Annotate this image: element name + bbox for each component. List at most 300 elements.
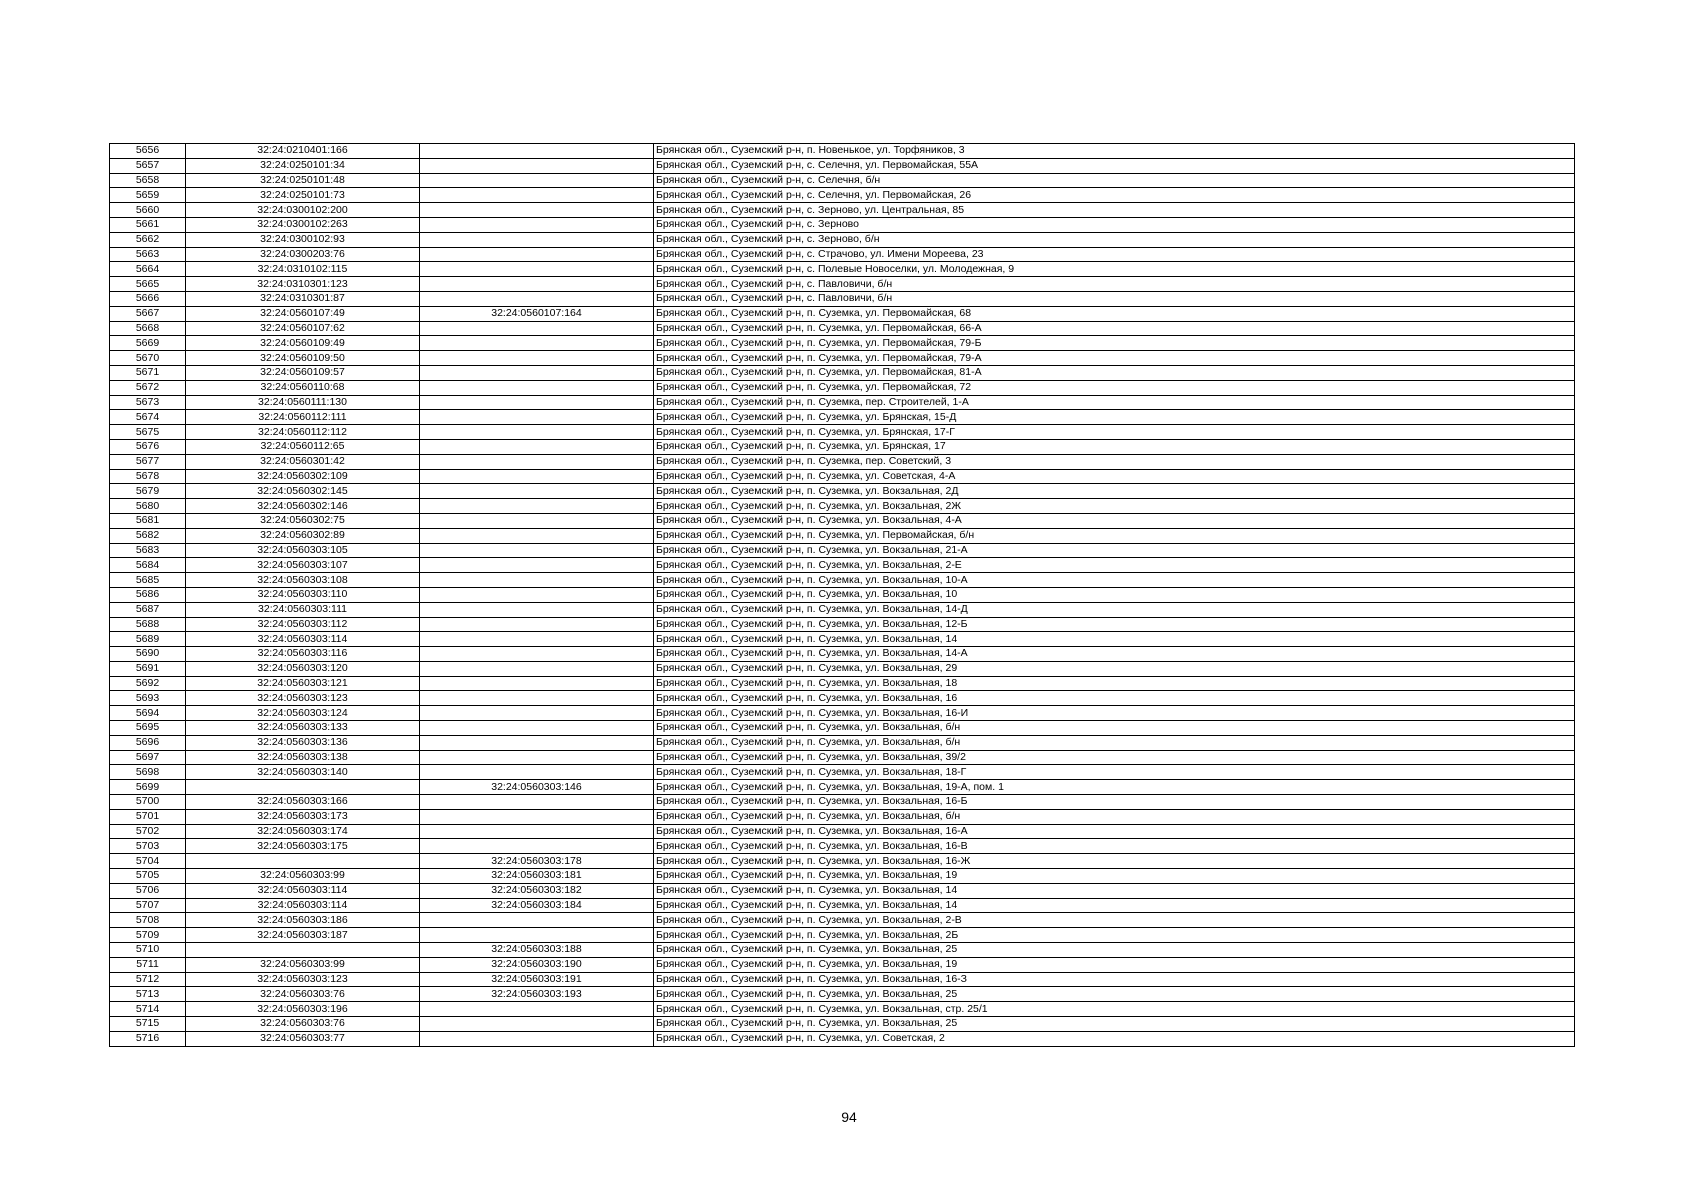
object-number-cell: 32:24:0560303:181: [420, 869, 654, 884]
object-number-cell: [420, 336, 654, 351]
address-cell: Брянская обл., Суземский р-н, п. Суземка, ул. Вокзальная, 18: [654, 676, 1575, 691]
row-number-cell: 5675: [110, 425, 186, 440]
address-cell: Брянская обл., Суземский р-н, п. Суземка, ул. Первомайская, 81-А: [654, 365, 1575, 380]
table-row: [110, 573, 1575, 588]
table-row: [110, 277, 1575, 292]
page-number: 94: [841, 1109, 857, 1125]
cadastral-number-cell: 32:24:0250101:73: [186, 188, 420, 203]
row-number-cell: 5697: [110, 750, 186, 765]
cadastral-number-cell: 32:24:0560303:136: [186, 735, 420, 750]
table-row: [110, 543, 1575, 558]
object-number-cell: [420, 425, 654, 440]
cadastral-number-cell: 32:24:0300102:93: [186, 232, 420, 247]
address-cell: Брянская обл., Суземский р-н, п. Суземка, ул. Вокзальная, 14-А: [654, 647, 1575, 662]
row-number-cell: 5687: [110, 602, 186, 617]
address-cell: Брянская обл., Суземский р-н, п. Суземка, ул. Вокзальная, 16-И: [654, 706, 1575, 721]
object-number-cell: [420, 217, 654, 232]
address-cell: Брянская обл., Суземский р-н, с. Селечня, б/н: [654, 173, 1575, 188]
address-cell: Брянская обл., Суземский р-н, с. Павловичи, б/н: [654, 291, 1575, 306]
table-row: [110, 735, 1575, 750]
object-number-cell: [420, 188, 654, 203]
address-cell: Брянская обл., Суземский р-н, п. Суземка, ул. Первомайская, б/н: [654, 528, 1575, 543]
address-cell: Брянская обл., Суземский р-н, п. Суземка, ул. Вокзальная, 2Ж: [654, 499, 1575, 514]
table-row: [110, 795, 1575, 810]
row-number-cell: 5677: [110, 454, 186, 469]
table-row: [110, 1017, 1575, 1032]
cadastral-number-cell: 32:24:0560109:50: [186, 351, 420, 366]
cadastral-number-cell: 32:24:0560303:110: [186, 587, 420, 602]
table-row: [110, 691, 1575, 706]
cadastral-number-cell: 32:24:0560303:99: [186, 957, 420, 972]
address-cell: Брянская обл., Суземский р-н, с. Зерново, б/н: [654, 232, 1575, 247]
table-row: [110, 869, 1575, 884]
table-row: [110, 632, 1575, 647]
cadastral-number-cell: 32:24:0560303:107: [186, 558, 420, 573]
table-row: [110, 913, 1575, 928]
address-cell: Брянская обл., Суземский р-н, с. Селечня, ул. Первомайская, 55А: [654, 158, 1575, 173]
object-number-cell: [420, 1031, 654, 1046]
row-number-cell: 5660: [110, 203, 186, 218]
object-number-cell: 32:24:0560303:191: [420, 972, 654, 987]
table-row: [110, 558, 1575, 573]
address-cell: Брянская обл., Суземский р-н, с. Павловичи, б/н: [654, 277, 1575, 292]
table-row: [110, 1031, 1575, 1046]
row-number-cell: 5682: [110, 528, 186, 543]
cadastral-number-cell: 32:24:0560303:175: [186, 839, 420, 854]
cadastral-number-cell: 32:24:0560303:123: [186, 691, 420, 706]
row-number-cell: 5669: [110, 336, 186, 351]
object-number-cell: [420, 602, 654, 617]
row-number-cell: 5708: [110, 913, 186, 928]
table-row: [110, 158, 1575, 173]
cadastral-number-cell: [186, 780, 420, 795]
object-number-cell: 32:24:0560107:164: [420, 306, 654, 321]
address-cell: Брянская обл., Суземский р-н, п. Суземка, ул. Вокзальная, 2Д: [654, 484, 1575, 499]
address-cell: Брянская обл., Суземский р-н, п. Суземка, ул. Вокзальная, 16-Б: [654, 795, 1575, 810]
object-number-cell: [420, 144, 654, 159]
object-number-cell: [420, 1002, 654, 1017]
cadastral-number-cell: 32:24:0560303:76: [186, 1017, 420, 1032]
row-number-cell: 5680: [110, 499, 186, 514]
address-cell: Брянская обл., Суземский р-н, с. Страчово, ул. Имени Мореева, 23: [654, 247, 1575, 262]
table-row: [110, 513, 1575, 528]
cadastral-number-cell: 32:24:0250101:48: [186, 173, 420, 188]
cadastral-number-cell: 32:24:0560303:120: [186, 661, 420, 676]
row-number-cell: 5713: [110, 987, 186, 1002]
object-number-cell: [420, 795, 654, 810]
table-row: [110, 898, 1575, 913]
table-row: [110, 395, 1575, 410]
address-cell: Брянская обл., Суземский р-н, п. Суземка, ул. Вокзальная, 14: [654, 632, 1575, 647]
object-number-cell: [420, 247, 654, 262]
table-row: [110, 706, 1575, 721]
row-number-cell: 5703: [110, 839, 186, 854]
address-cell: Брянская обл., Суземский р-н, п. Суземка, ул. Вокзальная, 39/2: [654, 750, 1575, 765]
row-number-cell: 5681: [110, 513, 186, 528]
table-row: [110, 144, 1575, 159]
object-number-cell: 32:24:0560303:190: [420, 957, 654, 972]
table-row: [110, 188, 1575, 203]
row-number-cell: 5707: [110, 898, 186, 913]
object-number-cell: [420, 351, 654, 366]
row-number-cell: 5656: [110, 144, 186, 159]
address-cell: Брянская обл., Суземский р-н, п. Суземка, ул. Первомайская, 79-Б: [654, 336, 1575, 351]
table-row: [110, 321, 1575, 336]
address-cell: Брянская обл., Суземский р-н, п. Суземка, ул. Вокзальная, 10-А: [654, 573, 1575, 588]
object-number-cell: 32:24:0560303:182: [420, 883, 654, 898]
cadastral-number-cell: 32:24:0310301:123: [186, 277, 420, 292]
row-number-cell: 5659: [110, 188, 186, 203]
row-number-cell: 5706: [110, 883, 186, 898]
object-number-cell: [420, 750, 654, 765]
row-number-cell: 5691: [110, 661, 186, 676]
address-cell: Брянская обл., Суземский р-н, п. Суземка, ул. Вокзальная, 10: [654, 587, 1575, 602]
cadastral-number-cell: 32:24:0560303:123: [186, 972, 420, 987]
object-number-cell: [420, 913, 654, 928]
address-cell: Брянская обл., Суземский р-н, п. Суземка, ул. Брянская, 15-Д: [654, 410, 1575, 425]
cadastral-number-cell: 32:24:0560303:114: [186, 898, 420, 913]
table-row: [110, 839, 1575, 854]
object-number-cell: [420, 499, 654, 514]
table-row: [110, 454, 1575, 469]
table-row: [110, 587, 1575, 602]
row-number-cell: 5704: [110, 854, 186, 869]
address-cell: Брянская обл., Суземский р-н, с. Зерново: [654, 217, 1575, 232]
address-cell: Брянская обл., Суземский р-н, п. Суземка, ул. Брянская, 17-Г: [654, 425, 1575, 440]
object-number-cell: [420, 706, 654, 721]
row-number-cell: 5715: [110, 1017, 186, 1032]
cadastral-number-cell: 32:24:0560303:114: [186, 883, 420, 898]
row-number-cell: 5685: [110, 573, 186, 588]
address-cell: Брянская обл., Суземский р-н, п. Суземка, ул. Вокзальная, 21-А: [654, 543, 1575, 558]
cadastral-number-cell: 32:24:0560302:75: [186, 513, 420, 528]
cadastral-number-cell: 32:24:0560110:68: [186, 380, 420, 395]
cadastral-number-cell: 32:24:0310301:87: [186, 291, 420, 306]
row-number-cell: 5657: [110, 158, 186, 173]
cadastral-number-cell: 32:24:0560107:49: [186, 306, 420, 321]
address-cell: Брянская обл., Суземский р-н, п. Суземка, ул. Первомайская, 66-А: [654, 321, 1575, 336]
row-number-cell: 5679: [110, 484, 186, 499]
cadastral-number-cell: 32:24:0560303:111: [186, 602, 420, 617]
table-row: [110, 173, 1575, 188]
row-number-cell: 5701: [110, 809, 186, 824]
table-row: [110, 365, 1575, 380]
row-number-cell: 5693: [110, 691, 186, 706]
address-cell: Брянская обл., Суземский р-н, п. Суземка, ул. Первомайская, 72: [654, 380, 1575, 395]
row-number-cell: 5666: [110, 291, 186, 306]
table-row: [110, 291, 1575, 306]
table-row: [110, 425, 1575, 440]
cadastral-number-cell: 32:24:0560303:138: [186, 750, 420, 765]
table-row: [110, 380, 1575, 395]
address-cell: Брянская обл., Суземский р-н, п. Суземка, ул. Советская, 4-А: [654, 469, 1575, 484]
object-number-cell: [420, 676, 654, 691]
address-cell: Брянская обл., Суземский р-н, п. Суземка, пер. Строителей, 1-А: [654, 395, 1575, 410]
object-number-cell: [420, 839, 654, 854]
table-row: [110, 203, 1575, 218]
address-cell: Брянская обл., Суземский р-н, п. Суземка, ул. Вокзальная, 4-А: [654, 513, 1575, 528]
table-row: [110, 1002, 1575, 1017]
cadastral-number-cell: 32:24:0560303:76: [186, 987, 420, 1002]
row-number-cell: 5658: [110, 173, 186, 188]
address-cell: Брянская обл., Суземский р-н, п. Суземка, ул. Вокзальная, 18-Г: [654, 765, 1575, 780]
address-cell: Брянская обл., Суземский р-н, п. Суземка, ул. Вокзальная, 2-В: [654, 913, 1575, 928]
object-number-cell: 32:24:0560303:193: [420, 987, 654, 1002]
object-number-cell: [420, 365, 654, 380]
row-number-cell: 5683: [110, 543, 186, 558]
row-number-cell: 5672: [110, 380, 186, 395]
cadastral-number-cell: 32:24:0560111:130: [186, 395, 420, 410]
address-cell: Брянская обл., Суземский р-н, п. Суземка, ул. Вокзальная, 2Б: [654, 928, 1575, 943]
row-number-cell: 5690: [110, 647, 186, 662]
address-cell: Брянская обл., Суземский р-н, п. Суземка, ул. Вокзальная, 16-З: [654, 972, 1575, 987]
row-number-cell: 5702: [110, 824, 186, 839]
cadastral-number-cell: 32:24:0560303:112: [186, 617, 420, 632]
table-row: [110, 336, 1575, 351]
object-number-cell: [420, 647, 654, 662]
cadastral-number-cell: 32:24:0560303:133: [186, 721, 420, 736]
cadastral-number-cell: 32:24:0560303:187: [186, 928, 420, 943]
address-cell: Брянская обл., Суземский р-н, п. Суземка, ул. Вокзальная, б/н: [654, 809, 1575, 824]
table-row: [110, 262, 1575, 277]
cadastral-number-cell: 32:24:0560303:114: [186, 632, 420, 647]
address-cell: Брянская обл., Суземский р-н, с. Полевые Новоселки, ул. Молодежная, 9: [654, 262, 1575, 277]
address-cell: Брянская обл., Суземский р-н, п. Суземка, ул. Вокзальная, 25: [654, 1017, 1575, 1032]
cadastral-number-cell: 32:24:0560303:166: [186, 795, 420, 810]
cadastral-number-cell: 32:24:0560303:105: [186, 543, 420, 558]
row-number-cell: 5712: [110, 972, 186, 987]
row-number-cell: 5673: [110, 395, 186, 410]
cadastral-number-cell: 32:24:0310102:115: [186, 262, 420, 277]
object-number-cell: [420, 232, 654, 247]
table-row: [110, 883, 1575, 898]
row-number-cell: 5694: [110, 706, 186, 721]
address-cell: Брянская обл., Суземский р-н, п. Суземка, ул. Вокзальная, 14: [654, 883, 1575, 898]
table-row: [110, 809, 1575, 824]
row-number-cell: 5688: [110, 617, 186, 632]
address-cell: Брянская обл., Суземский р-н, п. Суземка, ул. Вокзальная, 16-Ж: [654, 854, 1575, 869]
table-row: [110, 469, 1575, 484]
address-cell: Брянская обл., Суземский р-н, п. Суземка, ул. Вокзальная, 2-Е: [654, 558, 1575, 573]
cadastral-number-cell: 32:24:0560303:186: [186, 913, 420, 928]
row-number-cell: 5661: [110, 217, 186, 232]
table-row: [110, 232, 1575, 247]
table-row: [110, 351, 1575, 366]
object-number-cell: [420, 513, 654, 528]
row-number-cell: 5664: [110, 262, 186, 277]
row-number-cell: 5700: [110, 795, 186, 810]
object-number-cell: [420, 454, 654, 469]
row-number-cell: 5686: [110, 587, 186, 602]
cadastral-number-cell: [186, 943, 420, 958]
cadastral-number-cell: 32:24:0250101:34: [186, 158, 420, 173]
row-number-cell: 5710: [110, 943, 186, 958]
object-number-cell: [420, 528, 654, 543]
address-cell: Брянская обл., Суземский р-н, п. Суземка, ул. Вокзальная, 16-В: [654, 839, 1575, 854]
cadastral-number-cell: 32:24:0560303:121: [186, 676, 420, 691]
table-row: [110, 439, 1575, 454]
cadastral-number-cell: 32:24:0560302:145: [186, 484, 420, 499]
object-number-cell: [420, 928, 654, 943]
row-number-cell: 5711: [110, 957, 186, 972]
address-cell: Брянская обл., Суземский р-н, п. Суземка, ул. Вокзальная, 29: [654, 661, 1575, 676]
table-row: [110, 676, 1575, 691]
table-row: [110, 499, 1575, 514]
object-number-cell: [420, 291, 654, 306]
table-row: [110, 943, 1575, 958]
object-number-cell: [420, 262, 654, 277]
object-number-cell: [420, 469, 654, 484]
object-number-cell: [420, 587, 654, 602]
cadastral-number-cell: 32:24:0560303:140: [186, 765, 420, 780]
row-number-cell: 5663: [110, 247, 186, 262]
object-number-cell: [420, 721, 654, 736]
object-number-cell: [420, 573, 654, 588]
cadastral-number-cell: 32:24:0560109:57: [186, 365, 420, 380]
register-table-body: [110, 144, 1575, 1047]
object-number-cell: [420, 173, 654, 188]
cadastral-number-cell: 32:24:0300102:200: [186, 203, 420, 218]
table-row: [110, 647, 1575, 662]
address-cell: Брянская обл., Суземский р-н, п. Суземка, ул. Вокзальная, б/н: [654, 721, 1575, 736]
cadastral-number-cell: 32:24:0560112:111: [186, 410, 420, 425]
object-number-cell: [420, 158, 654, 173]
table-row: [110, 721, 1575, 736]
object-number-cell: [420, 809, 654, 824]
cadastral-number-cell: [186, 854, 420, 869]
object-number-cell: [420, 439, 654, 454]
cadastral-number-cell: 32:24:0560301:42: [186, 454, 420, 469]
row-number-cell: 5678: [110, 469, 186, 484]
row-number-cell: 5696: [110, 735, 186, 750]
object-number-cell: [420, 735, 654, 750]
cadastral-number-cell: 32:24:0560303:116: [186, 647, 420, 662]
row-number-cell: 5667: [110, 306, 186, 321]
cadastral-number-cell: 32:24:0210401:166: [186, 144, 420, 159]
cadastral-number-cell: 32:24:0560302:109: [186, 469, 420, 484]
address-cell: Брянская обл., Суземский р-н, п. Суземка, ул. Вокзальная, б/н: [654, 735, 1575, 750]
cadastral-number-cell: 32:24:0560302:89: [186, 528, 420, 543]
table-row: [110, 217, 1575, 232]
address-cell: Брянская обл., Суземский р-н, с. Зерново, ул. Центральная, 85: [654, 203, 1575, 218]
address-cell: Брянская обл., Суземский р-н, п. Суземка, ул. Первомайская, 79-А: [654, 351, 1575, 366]
cadastral-number-cell: 32:24:0560109:49: [186, 336, 420, 351]
object-number-cell: 32:24:0560303:146: [420, 780, 654, 795]
table-row: [110, 617, 1575, 632]
cadastral-number-cell: 32:24:0560303:77: [186, 1031, 420, 1046]
address-cell: Брянская обл., Суземский р-н, п. Суземка, ул. Вокзальная, 16: [654, 691, 1575, 706]
row-number-cell: 5668: [110, 321, 186, 336]
object-number-cell: [420, 1017, 654, 1032]
row-number-cell: 5705: [110, 869, 186, 884]
cadastral-number-cell: 32:24:0560302:146: [186, 499, 420, 514]
table-row: [110, 247, 1575, 262]
address-cell: Брянская обл., Суземский р-н, п. Суземка, ул. Вокзальная, 19-А, пом. 1: [654, 780, 1575, 795]
address-cell: Брянская обл., Суземский р-н, п. Суземка, ул. Вокзальная, 25: [654, 943, 1575, 958]
row-number-cell: 5674: [110, 410, 186, 425]
object-number-cell: [420, 543, 654, 558]
row-number-cell: 5709: [110, 928, 186, 943]
object-number-cell: [420, 617, 654, 632]
address-cell: Брянская обл., Суземский р-н, п. Суземка, ул. Вокзальная, 16-А: [654, 824, 1575, 839]
cadastral-number-cell: 32:24:0300203:76: [186, 247, 420, 262]
table-row: [110, 854, 1575, 869]
cadastral-number-cell: 32:24:0560303:196: [186, 1002, 420, 1017]
table-row: [110, 306, 1575, 321]
table-row: [110, 528, 1575, 543]
object-number-cell: [420, 395, 654, 410]
table-row: [110, 780, 1575, 795]
register-table: [109, 143, 1575, 1047]
address-cell: Брянская обл., Суземский р-н, п. Суземка, ул. Вокзальная, 14-Д: [654, 602, 1575, 617]
row-number-cell: 5662: [110, 232, 186, 247]
address-cell: Брянская обл., Суземский р-н, с. Селечня, ул. Первомайская, 26: [654, 188, 1575, 203]
cadastral-number-cell: 32:24:0560303:174: [186, 824, 420, 839]
row-number-cell: 5698: [110, 765, 186, 780]
table-row: [110, 410, 1575, 425]
row-number-cell: 5714: [110, 1002, 186, 1017]
cadastral-number-cell: 32:24:0560303:173: [186, 809, 420, 824]
address-cell: Брянская обл., Суземский р-н, п. Суземка, ул. Вокзальная, 19: [654, 957, 1575, 972]
object-number-cell: [420, 380, 654, 395]
cadastral-number-cell: 32:24:0560107:62: [186, 321, 420, 336]
object-number-cell: [420, 661, 654, 676]
table-row: [110, 972, 1575, 987]
row-number-cell: 5671: [110, 365, 186, 380]
cadastral-number-cell: 32:24:0560112:65: [186, 439, 420, 454]
address-cell: Брянская обл., Суземский р-н, п. Суземка, ул. Первомайская, 68: [654, 306, 1575, 321]
row-number-cell: 5689: [110, 632, 186, 647]
cadastral-number-cell: 32:24:0560112:112: [186, 425, 420, 440]
address-cell: Брянская обл., Суземский р-н, п. Суземка, ул. Вокзальная, 19: [654, 869, 1575, 884]
object-number-cell: [420, 277, 654, 292]
object-number-cell: [420, 558, 654, 573]
row-number-cell: 5676: [110, 439, 186, 454]
object-number-cell: [420, 484, 654, 499]
address-cell: Брянская обл., Суземский р-н, п. Суземка, ул. Брянская, 17: [654, 439, 1575, 454]
row-number-cell: 5670: [110, 351, 186, 366]
object-number-cell: 32:24:0560303:178: [420, 854, 654, 869]
object-number-cell: [420, 410, 654, 425]
address-cell: Брянская обл., Суземский р-н, п. Суземка, ул. Вокзальная, 25: [654, 987, 1575, 1002]
table-row: [110, 661, 1575, 676]
table-row: [110, 928, 1575, 943]
table-row: [110, 987, 1575, 1002]
cadastral-number-cell: 32:24:0560303:108: [186, 573, 420, 588]
cadastral-number-cell: 32:24:0560303:124: [186, 706, 420, 721]
object-number-cell: 32:24:0560303:188: [420, 943, 654, 958]
table-row: [110, 824, 1575, 839]
row-number-cell: 5716: [110, 1031, 186, 1046]
table-row: [110, 765, 1575, 780]
table-row: [110, 750, 1575, 765]
table-row: [110, 484, 1575, 499]
object-number-cell: [420, 765, 654, 780]
address-cell: Брянская обл., Суземский р-н, п. Суземка, ул. Вокзальная, 14: [654, 898, 1575, 913]
table-row: [110, 602, 1575, 617]
object-number-cell: [420, 321, 654, 336]
row-number-cell: 5665: [110, 277, 186, 292]
address-cell: Брянская обл., Суземский р-н, п. Суземка, ул. Вокзальная, 12-Б: [654, 617, 1575, 632]
object-number-cell: [420, 824, 654, 839]
row-number-cell: 5699: [110, 780, 186, 795]
row-number-cell: 5692: [110, 676, 186, 691]
row-number-cell: 5695: [110, 721, 186, 736]
address-cell: Брянская обл., Суземский р-н, п. Новенькое, ул. Торфяников, 3: [654, 144, 1575, 159]
address-cell: Брянская обл., Суземский р-н, п. Суземка, ул. Советская, 2: [654, 1031, 1575, 1046]
address-cell: Брянская обл., Суземский р-н, п. Суземка, пер. Советский, 3: [654, 454, 1575, 469]
object-number-cell: [420, 691, 654, 706]
